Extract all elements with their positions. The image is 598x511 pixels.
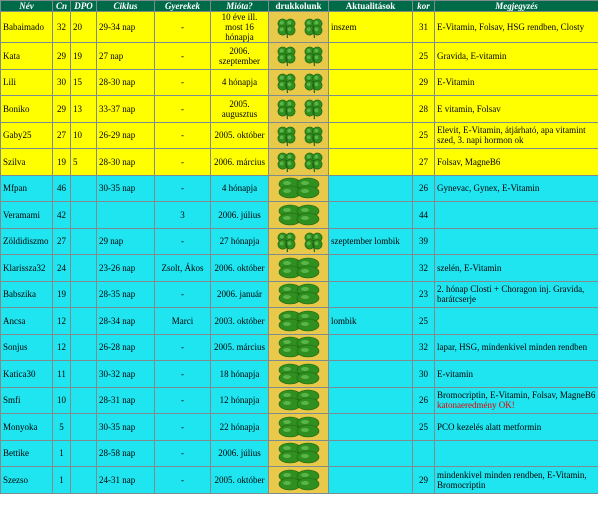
table-row: [1, 43, 598, 70]
cell-cycle: 29 nap: [97, 228, 155, 255]
cell-since: 27 hónapja: [211, 228, 269, 255]
four-leaf-clover-icon: [274, 362, 326, 386]
cell-news: [329, 69, 413, 96]
cell-cn: 19: [53, 149, 71, 176]
cell-kids: -: [155, 414, 211, 441]
cell-notes: [435, 440, 598, 467]
cell-age: 44: [413, 202, 435, 229]
four-leaf-clover-icon: [274, 256, 326, 280]
cell-age: 31: [413, 12, 435, 43]
notes-text: szelén, E-Vitamin: [437, 262, 502, 273]
cell-cheer: [269, 281, 329, 308]
table-row: [1, 69, 598, 96]
cell-age: 30: [413, 361, 435, 388]
cell-news: [329, 361, 413, 388]
cell-dpo: [71, 334, 97, 361]
cell-news: [329, 387, 413, 414]
four-leaf-clover-icon: [301, 124, 326, 147]
cell-age: 26: [413, 175, 435, 202]
cell-name: Klarissza32: [1, 255, 53, 282]
cell-kids: -: [155, 12, 211, 43]
four-leaf-clover-icon: [301, 71, 326, 94]
cell-age: 25: [413, 308, 435, 335]
cell-since: 2005. augusztus: [211, 96, 269, 123]
cell-notes: [435, 414, 598, 441]
cell-dpo: [71, 467, 97, 494]
cell-kids: Zsolt, Ákos: [155, 255, 211, 282]
cell-notes: [435, 96, 598, 123]
cell-cn: 42: [53, 202, 71, 229]
cell-news: [329, 122, 413, 149]
table-row: [1, 149, 598, 176]
cell-cn: 24: [53, 255, 71, 282]
cell-dpo: [71, 361, 97, 388]
table-row: [1, 175, 598, 202]
cell-since: 22 hónapja: [211, 414, 269, 441]
cell-dpo: [71, 228, 97, 255]
cell-kids: -: [155, 43, 211, 70]
cell-cheer: [269, 334, 329, 361]
cell-kids: -: [155, 149, 211, 176]
cell-cn: 19: [53, 281, 71, 308]
cell-cheer: [269, 414, 329, 441]
header-kids: Gyerekek: [155, 1, 211, 12]
cell-news: [329, 43, 413, 70]
cell-since: 2006. március: [211, 149, 269, 176]
cell-notes: [435, 228, 598, 255]
cell-age: 26: [413, 387, 435, 414]
header-cn: Cn: [53, 1, 71, 12]
cell-name: Babaimado: [1, 12, 53, 43]
notes-text: E-Vitamin: [437, 77, 475, 88]
table-row: [1, 255, 598, 282]
cell-cycle: [97, 202, 155, 229]
cell-name: Kata: [1, 43, 53, 70]
cell-cheer: [269, 228, 329, 255]
cell-cycle: 26-28 nap: [97, 334, 155, 361]
cell-dpo: [71, 281, 97, 308]
header-age: kor: [413, 1, 435, 12]
cell-news: [329, 255, 413, 282]
cell-dpo: [71, 175, 97, 202]
cell-age: 25: [413, 43, 435, 70]
cell-name: Szilva: [1, 149, 53, 176]
cell-cn: 46: [53, 175, 71, 202]
cell-kids: -: [155, 387, 211, 414]
cell-notes: [435, 202, 598, 229]
cell-cn: 12: [53, 308, 71, 335]
table-row: [1, 467, 598, 494]
cell-kids: -: [155, 467, 211, 494]
cell-news: [329, 96, 413, 123]
cell-notes: [435, 308, 598, 335]
cell-age: 28: [413, 96, 435, 123]
cell-name: Zöldidiszmo: [1, 228, 53, 255]
cell-notes: [435, 281, 598, 308]
cell-cycle: 28-30 nap: [97, 69, 155, 96]
four-leaf-clover-icon: [274, 468, 326, 492]
cell-news: [329, 175, 413, 202]
cell-age: 27: [413, 149, 435, 176]
cell-age: 25: [413, 414, 435, 441]
notes-text: E vitamin, Folsav: [437, 103, 501, 114]
notes-text: lapar, HSG, mindenkivel minden rendben: [437, 342, 588, 353]
cell-kids: -: [155, 440, 211, 467]
table-row: [1, 387, 598, 414]
four-leaf-clover-icon: [274, 16, 299, 39]
cell-age: 29: [413, 467, 435, 494]
cell-cycle: 28-58 nap: [97, 440, 155, 467]
cell-since: 4 hónapja: [211, 175, 269, 202]
four-leaf-clover-icon: [274, 203, 326, 227]
cell-age: 39: [413, 228, 435, 255]
cell-cycle: 28-30 nap: [97, 149, 155, 176]
four-leaf-clover-icon: [274, 309, 326, 333]
cell-cn: 27: [53, 228, 71, 255]
notes-text: Bromocriptin, E-Vitamin, Folsav, MagneB6: [437, 390, 596, 401]
cell-cycle: 30-35 nap: [97, 175, 155, 202]
cell-name: Szezso: [1, 467, 53, 494]
cell-since: 2006. október: [211, 255, 269, 282]
table-row: [1, 334, 598, 361]
header-row: [1, 1, 598, 12]
four-leaf-clover-icon: [274, 335, 326, 359]
cell-cheer: [269, 202, 329, 229]
cell-age: 29: [413, 69, 435, 96]
header-notes: Megjegyzés: [435, 1, 598, 12]
cell-cn: 1: [53, 440, 71, 467]
cell-cheer: [269, 255, 329, 282]
cell-cheer: [269, 149, 329, 176]
cell-kids: -: [155, 175, 211, 202]
cell-news: [329, 467, 413, 494]
cell-cheer: [269, 361, 329, 388]
cell-cheer: [269, 122, 329, 149]
cell-cycle: 28-34 nap: [97, 308, 155, 335]
cell-name: Bettike: [1, 440, 53, 467]
cell-cheer: [269, 96, 329, 123]
cell-dpo: [71, 414, 97, 441]
four-leaf-clover-icon: [274, 71, 299, 94]
cell-cn: 12: [53, 334, 71, 361]
cell-dpo: [71, 255, 97, 282]
cell-kids: -: [155, 228, 211, 255]
cell-news: szeptember lombik: [329, 228, 413, 255]
cell-cheer: [269, 308, 329, 335]
cell-since: 2006. július: [211, 440, 269, 467]
cell-cn: 30: [53, 69, 71, 96]
four-leaf-clover-icon: [301, 16, 326, 39]
cell-notes: [435, 12, 598, 43]
cell-kids: -: [155, 69, 211, 96]
cell-notes: [435, 43, 598, 70]
cell-news: inszem: [329, 12, 413, 43]
cell-cn: 11: [53, 361, 71, 388]
cell-kids: -: [155, 334, 211, 361]
cell-cn: 32: [53, 12, 71, 43]
table-row: [1, 414, 598, 441]
cell-age: 32: [413, 334, 435, 361]
cell-notes: [435, 175, 598, 202]
four-leaf-clover-icon: [274, 176, 326, 200]
notes-highlight: katonaeredmény OK!: [437, 400, 515, 411]
cell-cycle: 33-37 nap: [97, 96, 155, 123]
four-leaf-clover-icon: [301, 150, 326, 173]
cell-cycle: 28-31 nap: [97, 387, 155, 414]
cell-dpo: 19: [71, 43, 97, 70]
cell-cycle: 30-35 nap: [97, 414, 155, 441]
four-leaf-clover-icon: [274, 44, 299, 67]
cell-cn: 1: [53, 467, 71, 494]
four-leaf-clover-icon: [274, 150, 299, 173]
four-leaf-clover-icon: [301, 44, 326, 67]
cell-notes: [435, 387, 598, 414]
header-name: Név: [1, 1, 53, 12]
cell-news: [329, 440, 413, 467]
cell-cycle: 28-35 nap: [97, 281, 155, 308]
cell-kids: -: [155, 361, 211, 388]
cell-name: Sonjus: [1, 334, 53, 361]
cell-name: Gaby25: [1, 122, 53, 149]
cell-cheer: [269, 43, 329, 70]
cell-cheer: [269, 69, 329, 96]
four-leaf-clover-icon: [301, 230, 326, 253]
table-row: [1, 361, 598, 388]
notes-text: 2. hónap Closti + Choragon inj. Gravida, barátcserje: [437, 284, 585, 305]
cell-cycle: 29-34 nap: [97, 12, 155, 43]
cell-since: 2005. október: [211, 467, 269, 494]
table-row: [1, 202, 598, 229]
four-leaf-clover-icon: [274, 124, 299, 147]
cell-dpo: [71, 387, 97, 414]
cell-dpo: [71, 202, 97, 229]
cell-since: 12 hónapja: [211, 387, 269, 414]
cell-name: Katica30: [1, 361, 53, 388]
cell-dpo: 20: [71, 12, 97, 43]
cell-cycle: 27 nap: [97, 43, 155, 70]
cell-since: 2006. szeptember: [211, 43, 269, 70]
cell-age: 32: [413, 255, 435, 282]
cell-cycle: 23-26 nap: [97, 255, 155, 282]
table-row: [1, 440, 598, 467]
four-leaf-clover-icon: [274, 230, 299, 253]
cell-name: Babszika: [1, 281, 53, 308]
table-row: [1, 12, 598, 43]
four-leaf-clover-icon: [274, 415, 326, 439]
cell-cn: 5: [53, 414, 71, 441]
cell-name: Ancsa: [1, 308, 53, 335]
cell-news: [329, 202, 413, 229]
cell-cycle: 26-29 nap: [97, 122, 155, 149]
four-leaf-clover-icon: [274, 388, 326, 412]
cell-cheer: [269, 387, 329, 414]
cell-since: 2006. július: [211, 202, 269, 229]
cell-kids: Marci: [155, 308, 211, 335]
cell-name: Boniko: [1, 96, 53, 123]
cell-news: [329, 334, 413, 361]
notes-text: E-vitamin: [437, 368, 473, 379]
table-body: [1, 12, 598, 494]
cell-news: [329, 281, 413, 308]
notes-text: Gynevac, Gynex, E-Vitamin: [437, 183, 540, 194]
cell-since: 2005. október: [211, 122, 269, 149]
cell-since: 18 hónapja: [211, 361, 269, 388]
notes-text: Folsav, MagneB6: [437, 156, 501, 167]
four-leaf-clover-icon: [274, 282, 326, 306]
header-news: Aktualitások: [329, 1, 413, 12]
cell-dpo: 13: [71, 96, 97, 123]
cell-dpo: 15: [71, 69, 97, 96]
cell-news: [329, 149, 413, 176]
notes-text: PCO kezelés alatt metformin: [437, 421, 542, 432]
cell-notes: [435, 69, 598, 96]
cell-dpo: 10: [71, 122, 97, 149]
cell-cn: 27: [53, 122, 71, 149]
cell-notes: [435, 122, 598, 149]
cell-name: Mfpan: [1, 175, 53, 202]
cell-kids: -: [155, 281, 211, 308]
notes-text: Gravida, E-vitamin: [437, 50, 507, 61]
cell-since: 2003. október: [211, 308, 269, 335]
cell-since: 2006. január: [211, 281, 269, 308]
cell-cn: 29: [53, 43, 71, 70]
notes-text: Elevit, E-Vitamin, átjárható, apa vitamint szed, 3. napi hormon ok: [437, 125, 586, 146]
cell-age: 25: [413, 122, 435, 149]
four-leaf-clover-icon: [274, 97, 299, 120]
cell-kids: -: [155, 96, 211, 123]
table-row: [1, 281, 598, 308]
cell-notes: [435, 334, 598, 361]
cell-notes: [435, 361, 598, 388]
cell-cheer: [269, 12, 329, 43]
cell-cn: 10: [53, 387, 71, 414]
cell-notes: [435, 467, 598, 494]
table-row: [1, 96, 598, 123]
cell-news: lombik: [329, 308, 413, 335]
cell-kids: 3: [155, 202, 211, 229]
cell-name: Veramami: [1, 202, 53, 229]
cell-notes: [435, 255, 598, 282]
four-leaf-clover-icon: [301, 97, 326, 120]
table-row: [1, 308, 598, 335]
cell-dpo: 5: [71, 149, 97, 176]
cell-notes: [435, 149, 598, 176]
notes-text: mindenkivel minden rendben, E-Vitamin, Bromocriptin: [437, 469, 587, 490]
header-since: Mióta?: [211, 1, 269, 12]
cell-cn: 29: [53, 96, 71, 123]
cell-cheer: [269, 175, 329, 202]
cell-since: 10 éve ill. most 16 hónapja: [211, 12, 269, 43]
cell-name: Lili: [1, 69, 53, 96]
cell-cheer: [269, 440, 329, 467]
header-cycle: Ciklus: [97, 1, 155, 12]
cell-name: Smfi: [1, 387, 53, 414]
header-dpo: DPO: [71, 1, 97, 12]
cell-kids: -: [155, 122, 211, 149]
four-leaf-clover-icon: [274, 441, 326, 465]
cell-cycle: 30-32 nap: [97, 361, 155, 388]
notes-text: E-Vitamin, Folsav, HSG rendben, Closty: [437, 22, 585, 32]
table-row: [1, 228, 598, 255]
cell-dpo: [71, 440, 97, 467]
cell-age: 23: [413, 281, 435, 308]
cell-name: Monyoka: [1, 414, 53, 441]
cell-cycle: 24-31 nap: [97, 467, 155, 494]
header-cheer: drukkolunk: [269, 1, 329, 12]
cell-age: [413, 440, 435, 467]
cell-since: 2005. március: [211, 334, 269, 361]
cell-since: 4 hónapja: [211, 69, 269, 96]
cell-news: [329, 414, 413, 441]
cell-cheer: [269, 467, 329, 494]
cell-dpo: [71, 308, 97, 335]
table-row: [1, 122, 598, 149]
